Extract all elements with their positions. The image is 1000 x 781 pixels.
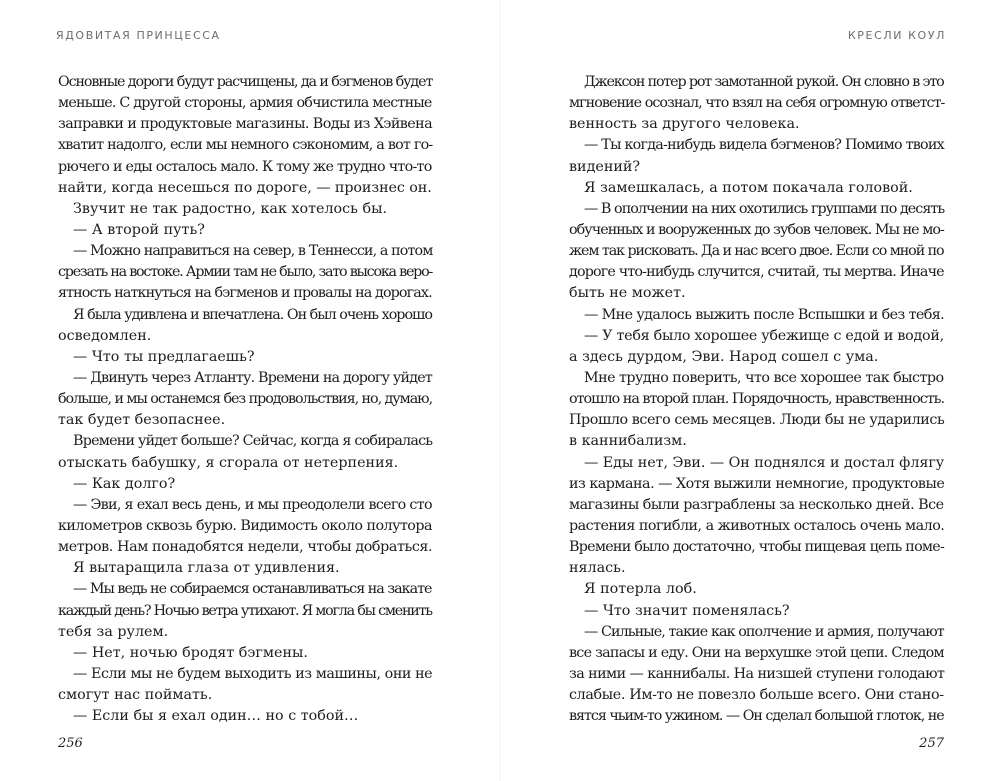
text-line: — Если мы не будем выходить из машины, они не [73, 665, 433, 682]
text-line: — Можно направиться на север, в Теннесси, а потом [73, 243, 433, 260]
text-line: — Как долго? [73, 475, 176, 492]
running-head-left: ЯДОВИТАЯ ПРИНЦЕССА [56, 29, 221, 42]
text-line: — Что значит поменялась? [584, 602, 790, 619]
text-line: хватит надолго, если мы немного сэкономим, а вот го- [58, 137, 433, 154]
text-line: — У тебя было хорошее убежище с едой и водой, [584, 327, 944, 344]
text-line: Я была удивлена и впечатлена. Он был очень хорошо [73, 306, 432, 323]
text-line: магазины были разграблены за несколько дней. Все [569, 496, 944, 513]
text-line: Основные дороги будут расчищены, да и бэгменов будет [58, 74, 433, 90]
text-line: так будет безопаснее. [58, 412, 226, 429]
text-line: обученных и вооруженных до зубов человек. Мы не мо- [569, 221, 944, 238]
text-line: больше, и мы останемся без продовольствия, но, думаю, [58, 391, 433, 408]
text-line: растения погибли, а животных осталось очень мало. [569, 517, 945, 534]
text-line: венность за другого человека. [569, 116, 800, 133]
text-line: дороге что-нибудь случится, считай, ты мертва. Иначе [569, 264, 944, 281]
text-line: найти, когда несешься по дороге, — произнес он. [58, 179, 432, 196]
text-line: — Нет, ночью бродят бэгмены. [73, 644, 308, 661]
running-head-right: КРЕСЛИ КОУЛ [847, 29, 946, 42]
text-line: отошло на второй план. Порядочность, нравственность. [569, 391, 945, 408]
text-line: — Еды нет, Эви. — Он поднялся и достал флягу [584, 454, 945, 471]
text-line: — Если бы я ехал один… но с тобой… [73, 708, 359, 725]
text-line: — Ты когда-нибудь видела бэгменов? Помимо твоих [584, 137, 944, 154]
text-line: Времени уйдет больше? Сейчас, когда я собиралась [73, 433, 433, 450]
left-page-body [58, 72, 432, 727]
text-line: Джексон потер рот замотанной рукой. Он словно в это [584, 74, 944, 90]
text-line: нялась. [569, 560, 626, 577]
text-line: из кармана. — Хотя выжили немногие, продуктовые [569, 475, 945, 492]
text-line: Времени было достаточно, чтобы пищевая цепь поме- [569, 539, 945, 556]
text-line: быть не может. [569, 285, 686, 302]
text-line: Звучит не так радостно, как хотелось бы. [73, 200, 388, 217]
text-line: видений? [569, 158, 641, 175]
text-line: заправки и продуктовые магазины. Воды из Хэйвена [58, 116, 433, 133]
text-line: в каннибализм. [569, 433, 687, 450]
text-line: Прошло всего семь месяцев. Люди бы не ударились [569, 412, 945, 429]
text-line: а здесь дурдом, Эви. Народ сошел с ума. [569, 348, 879, 365]
text-line: — Двинуть через Атланту. Времени на дорогу уйдет [73, 369, 432, 386]
right-page-body [569, 72, 944, 727]
text-line: — Что ты предлагаешь? [73, 348, 255, 365]
text-line: Я потерла лоб. [584, 581, 697, 598]
text-line: осведомлен. [58, 327, 152, 344]
text-line: — Мне удалось выжить после Вспышки и без тебя. [584, 306, 945, 323]
page-number-right: 257 [919, 736, 944, 751]
text-line: каждый день? Ночью ветра утихают. Я могла бы сменить [58, 602, 432, 619]
text-line: тебя за рулем. [58, 623, 169, 640]
text-line: жем так рисковать. Да и нас всего двое. Если со мной по [569, 243, 944, 260]
text-line: метров. Нам понадобятся недели, чтобы добраться. [58, 539, 433, 556]
text-line: — Мы ведь не собираемся останавливаться на закате [73, 581, 432, 598]
text-line: за ними — каннибалы. На низшей ступени голодают [569, 665, 945, 682]
text-line: — В ополчении на них охотились группами по десять [584, 200, 945, 217]
text-line: Мне трудно поверить, что все хорошее так быстро [584, 369, 944, 386]
text-line: Я вытаращила глаза от удивления. [73, 560, 340, 577]
text-line: все запасы и еду. Они на верхушке этой цепи. Следом [569, 644, 944, 661]
page-number-left: 256 [58, 736, 83, 751]
text-line: ятность наткнуться на бэгменов и провалы на дорогах. [58, 285, 432, 302]
text-line: смогут нас поймать. [58, 687, 213, 704]
right-page [500, 0, 1000, 781]
text-line: Я замешкалась, а потом покачала головой. [584, 179, 913, 196]
text-line: рючего и еды осталось мало. К тому же трудно что-то [58, 158, 432, 175]
text-line: — Сильные, такие как ополчение и армия, получают [584, 623, 944, 640]
text-line: отыскать бабушку, я сгорала от нетерпения. [58, 454, 399, 471]
text-line: вятся чьим-то ужином. — Он сделал большой глоток, не [569, 708, 944, 725]
text-line: — Эви, я ехал весь день, и мы преодолели всего сто [73, 496, 432, 513]
text-line: километров сквозь бурю. Видимость около полутора [58, 517, 432, 534]
text-line: меньше. С другой стороны, армия обчистила местные [58, 95, 432, 112]
text-line: слабые. Им-то не повезло больше всего. Они стано- [569, 687, 944, 704]
text-line: — А второй путь? [73, 221, 205, 238]
text-line: мгновение осознал, что взял на себя огромную ответст- [569, 95, 945, 112]
text-line: срезать на востоке. Армии там не было, зато высока веро- [58, 264, 433, 281]
